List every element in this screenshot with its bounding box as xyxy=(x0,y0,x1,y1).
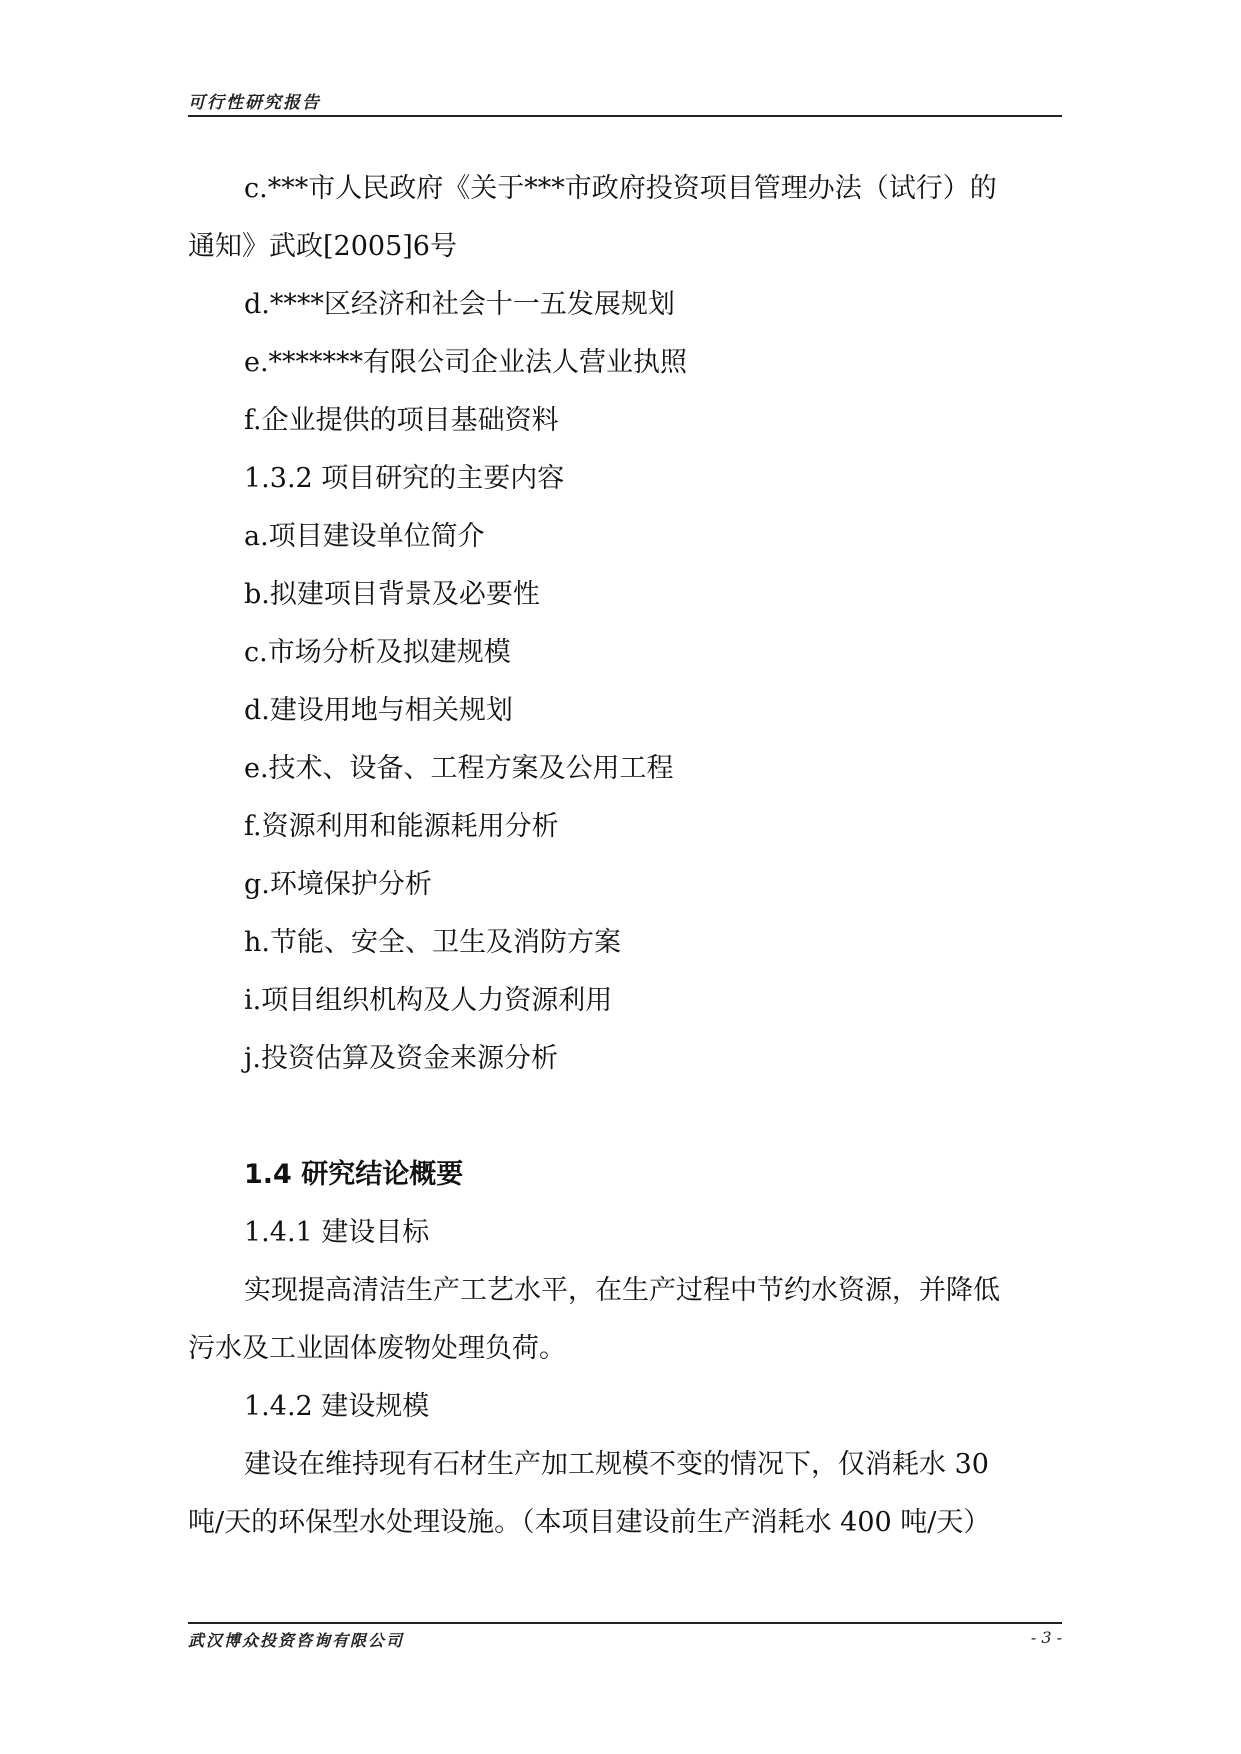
list-item: a.项目建设单位简介 xyxy=(244,521,485,552)
list-item: f.资源利用和能源耗用分析 xyxy=(244,811,559,842)
section-heading: 1.4 研究结论概要 xyxy=(244,1159,464,1190)
list-item: j.投资估算及资金来源分析 xyxy=(244,1043,558,1074)
subsection-title: 1.3.2 项目研究的主要内容 xyxy=(244,463,565,494)
header-divider xyxy=(188,115,1062,117)
page-number: - 3 - xyxy=(1030,1628,1062,1647)
page-body xyxy=(188,160,1062,1552)
list-item: b.拟建项目背景及必要性 xyxy=(244,579,540,610)
subsection-title: 1.4.1 建设目标 xyxy=(244,1217,430,1248)
body-line: f.企业提供的项目基础资料 xyxy=(244,405,559,436)
list-item: g.环境保护分析 xyxy=(244,869,432,900)
list-item: c.市场分析及拟建规模 xyxy=(244,637,511,668)
paragraph-line: 污水及工业固体废物处理负荷。 xyxy=(188,1333,566,1364)
body-line: d.****区经济和社会十一五发展规划 xyxy=(244,289,675,320)
list-item: d.建设用地与相关规划 xyxy=(244,695,513,726)
list-item: i.项目组织机构及人力资源利用 xyxy=(244,985,613,1016)
running-header-title: 可行性研究报告 xyxy=(188,93,321,113)
paragraph-line: 吨/天的环保型水处理设施。（本项目建设前生产消耗水 400 吨/天） xyxy=(188,1507,991,1538)
list-item: e.技术、设备、工程方案及公用工程 xyxy=(244,753,674,784)
paragraph-line: 实现提高清洁生产工艺水平，在生产过程中节约水资源，并降低 xyxy=(244,1275,1000,1306)
body-line: c.***市人民政府《关于***市政府投资项目管理办法（试行）的 xyxy=(244,173,997,204)
body-line: e.*******有限公司企业法人营业执照 xyxy=(244,347,688,378)
body-line: 通知》武政[2005]6号 xyxy=(188,231,457,262)
footer-divider xyxy=(188,1622,1062,1624)
list-item: h.节能、安全、卫生及消防方案 xyxy=(244,927,621,958)
paragraph-spacer xyxy=(188,1088,1062,1146)
footer-company: 武汉博众投资咨询有限公司 xyxy=(188,1631,405,1650)
paragraph-line: 建设在维持现有石材生产加工规模不变的情况下，仅消耗水 30 xyxy=(244,1449,989,1480)
subsection-title: 1.4.2 建设规模 xyxy=(244,1391,430,1422)
